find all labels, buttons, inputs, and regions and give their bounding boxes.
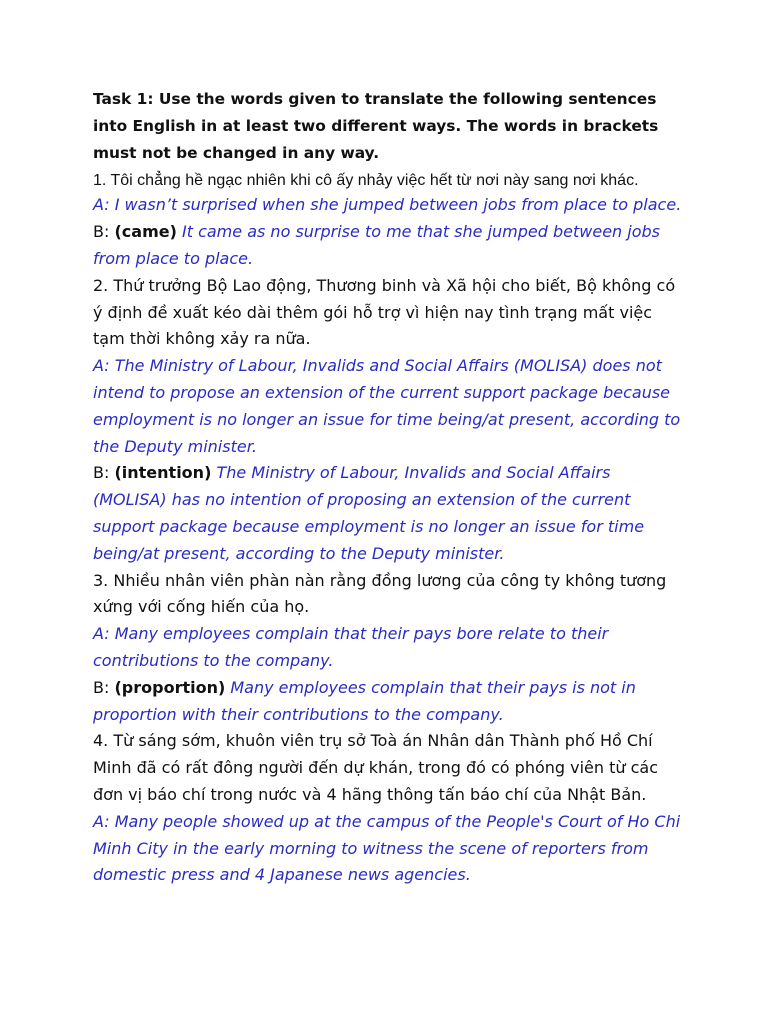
question-3: 3. Nhiều nhân viên phàn nàn rằng đồng lương của công ty không tương xứng với cống hiến của họ.	[93, 570, 667, 617]
answer-3-a: A: Many employees complain that their pays bore relate to their contributions to the company.	[93, 624, 609, 670]
task-heading: Task 1: Use the words given to translate the following sentences into English in at least two different ways. The words in brackets must not be changed in any way.	[93, 90, 659, 162]
answer-2-b-text: The Ministry of Labour, Invalids and Social Affairs (MOLISA) has no intention of proposing an extension of the current support package because employment is no longer an issue for time being/at present, according to the Deputy minister.	[93, 463, 645, 563]
answer-3-b-text: Many employees complain that their pays is not in proportion with their contributions to the company.	[93, 677, 636, 724]
answer-2-b-label: B:	[93, 463, 110, 483]
question-4: 4. Từ sáng sớm, khuôn viên trụ sở Toà án Nhân dân Thành phố Hồ Chí Minh đã có rất đông người đến dự khán, trong đó có phóng viên từ các đơn vị báo chí trong nước và 4 hãng thông tấn báo chí của Nhật Bản.	[93, 731, 659, 804]
question-2: 2. Thứ trưởng Bộ Lao động, Thương binh và Xã hội cho biết, Bộ không có ý định đề xuất kéo dài thêm gói hỗ trợ vì hiện nay tình trạng mất việc tạm thời không xảy ra nữa.	[93, 275, 676, 349]
question-1: 1. Tôi chẳng hề ngạc nhiên khi cô ấy nhảy việc hết từ nơi này sang nơi khác.	[93, 172, 639, 190]
answer-2-b-keyword: (intention)	[114, 463, 212, 483]
answer-1-b-keyword: (came)	[114, 222, 177, 242]
answer-3-b-keyword: (proportion)	[114, 677, 226, 697]
answer-4-a: A: Many people showed up at the campus of the People's Court of Ho Chi Minh City in the early morning to witness the scene of reporters from domestic press and 4 Japanese news agencies.	[93, 811, 681, 885]
answer-3-b	[93, 675, 688, 729]
answer-3-b-label: B:	[93, 677, 110, 697]
answer-1-b	[93, 219, 688, 273]
answer-1-b-label: B:	[93, 222, 110, 242]
answer-2-a: A: The Ministry of Labour, Invalids and Social Affairs (MOLISA) does not intend to propose an extension of the current support package because employment is no longer an issue for time being/at present, according to the Deputy minister.	[93, 356, 681, 456]
answer-2-b	[93, 460, 688, 567]
answer-1-a: A: I wasn’t surprised when she jumped between jobs from place to place.	[93, 195, 682, 215]
answer-1-b-text: It came as no surprise to me that she jumped between jobs from place to place.	[93, 222, 660, 268]
